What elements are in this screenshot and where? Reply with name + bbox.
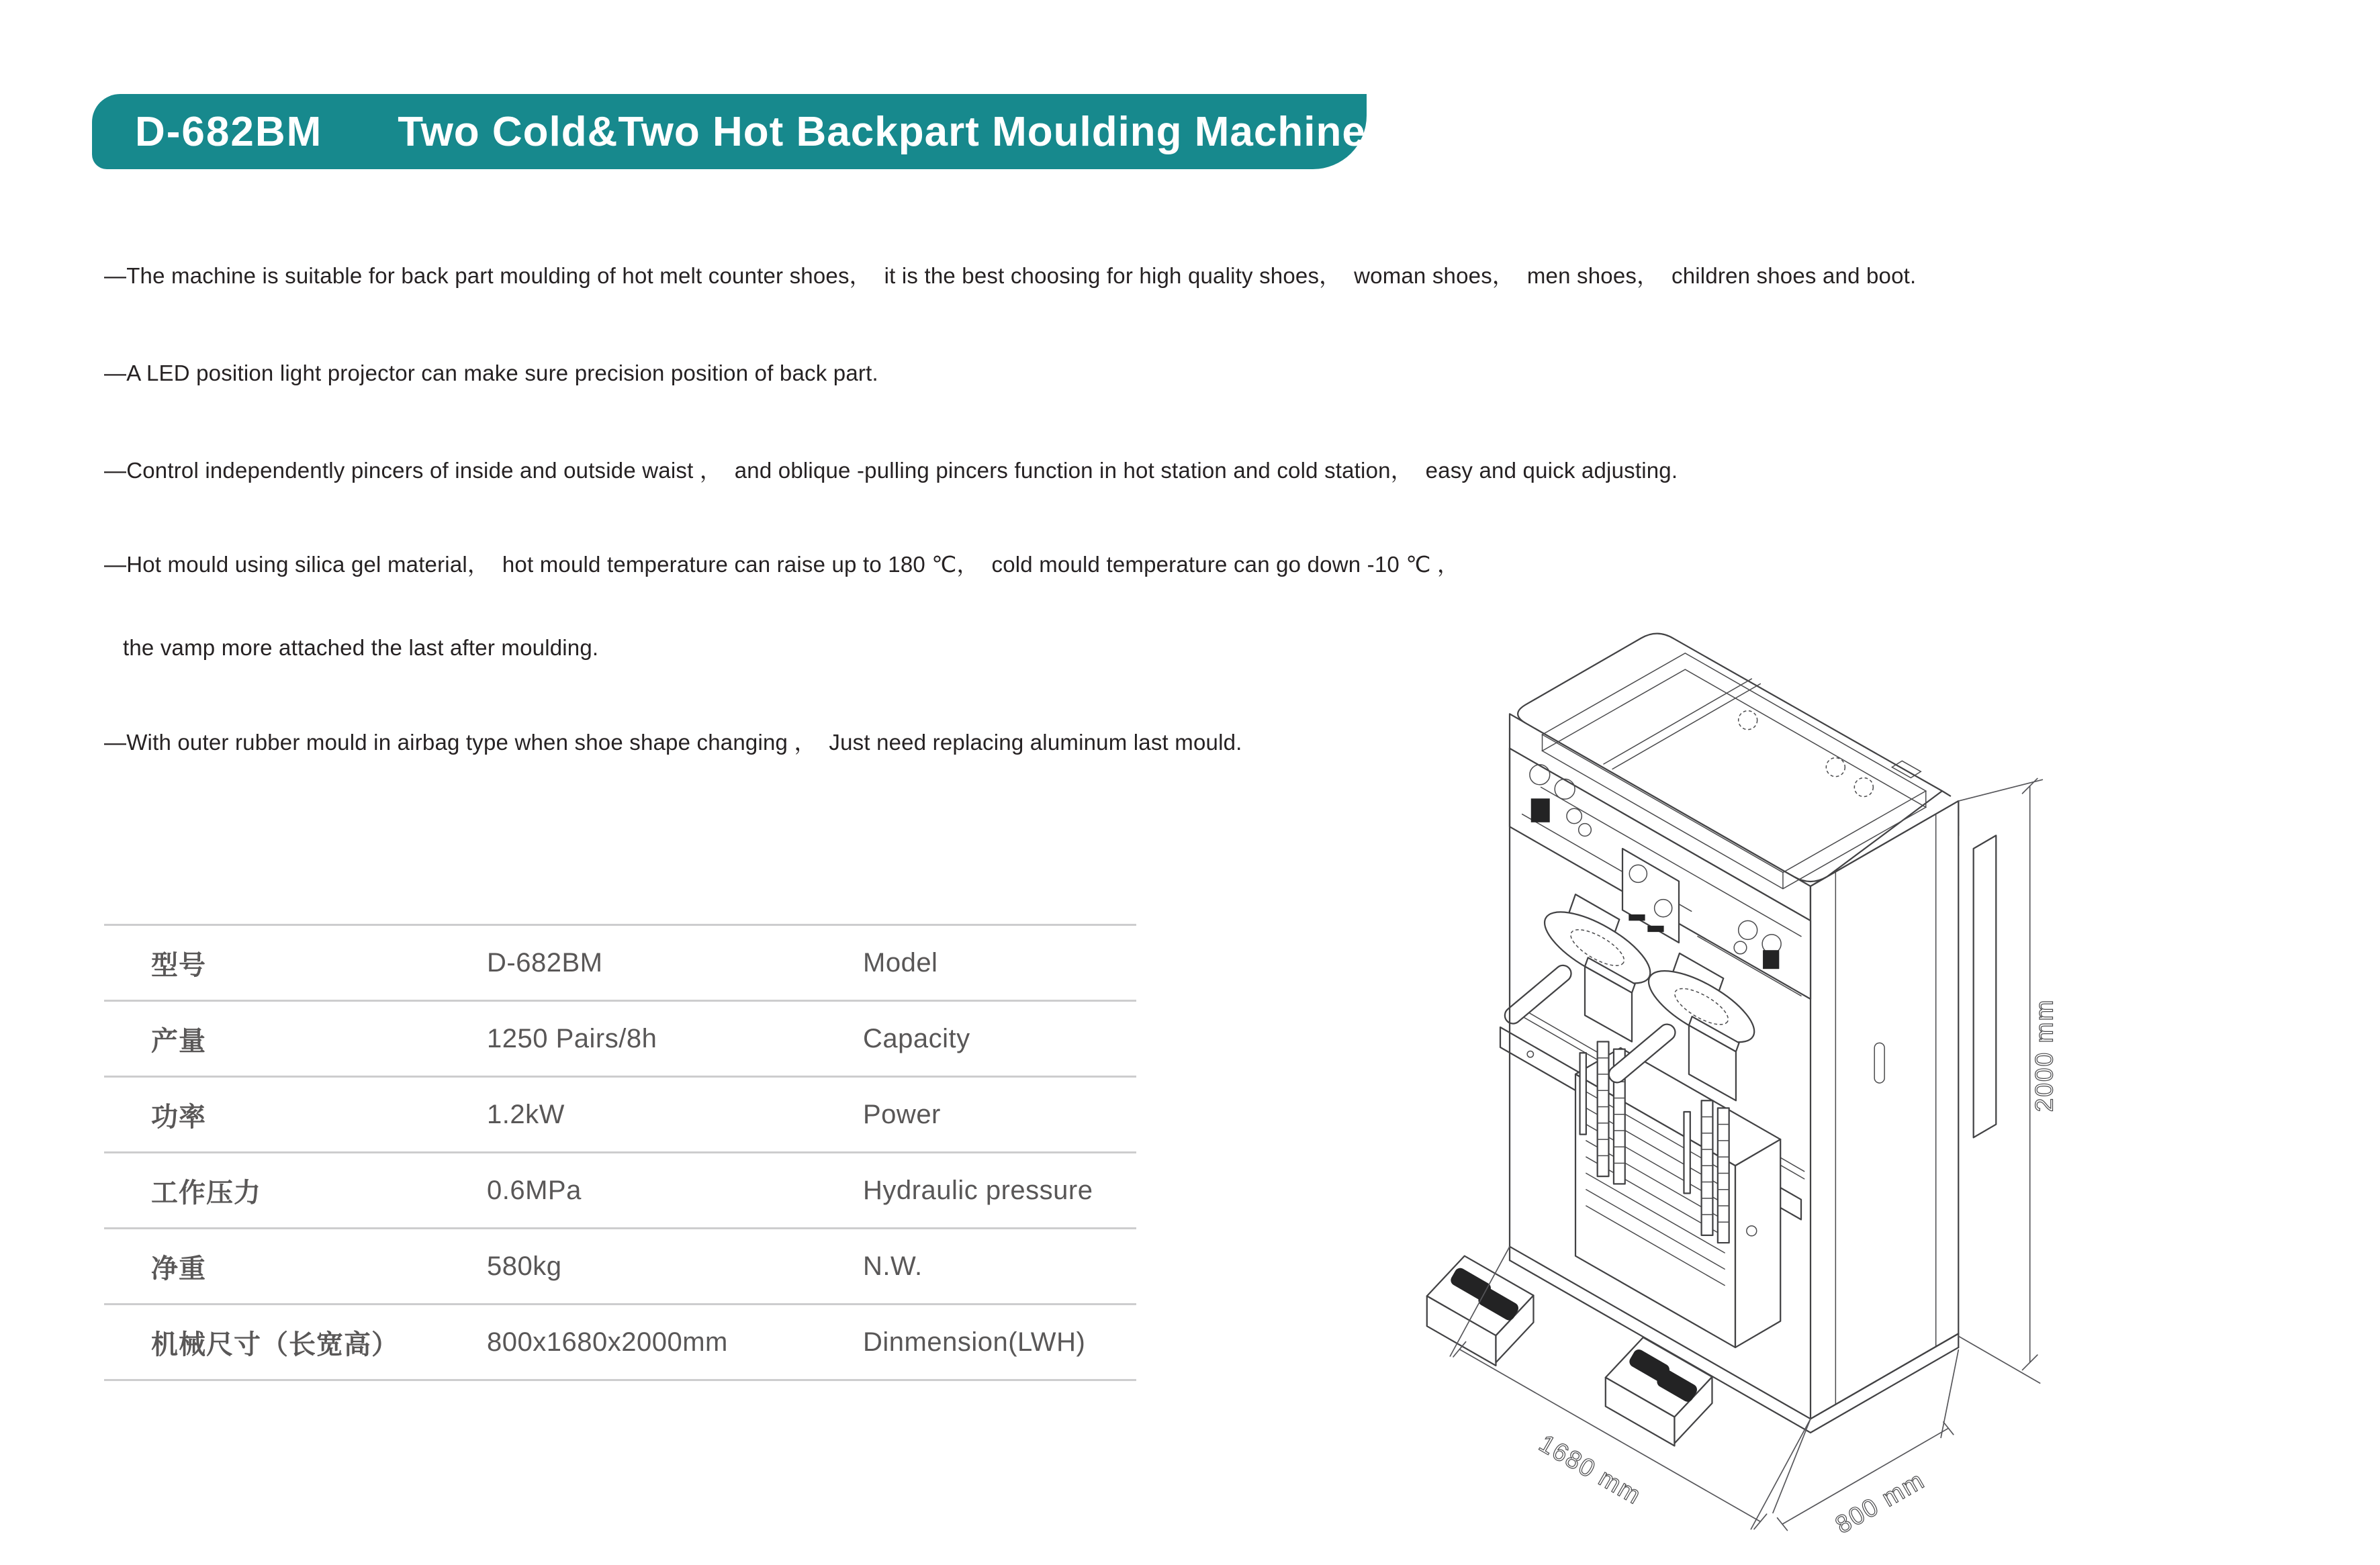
feature-item: —Hot mould using silica gel material， hot mould temperature can raise up to 180 ℃， cold mould temperature can go down -10 ℃ ， [104, 552, 1460, 577]
feature-item: —With outer rubber mould in airbag type when shoe shape changing ， Just need replacing aluminum last mould. [104, 730, 1242, 755]
spec-label-cn: 产量 [151, 1026, 206, 1056]
dim-height-label: 2000 mm [2029, 998, 2058, 1112]
table-row [104, 1303, 1136, 1379]
spec-label-en: Model [863, 947, 938, 978]
spec-label-en: Hydraulic pressure [863, 1175, 1093, 1205]
side-cabinet [1811, 801, 1996, 1419]
dim-depth-label: 800 mm [1830, 1465, 1929, 1539]
table-row [104, 1227, 1136, 1303]
page-title: Two Cold&Two Hot Backpart Moulding Machine [398, 108, 1366, 155]
foot-pedal [1427, 1256, 1534, 1366]
spec-label-en: Capacity [863, 1023, 970, 1053]
table-row [104, 1151, 1136, 1227]
spec-value: 1250 Pairs/8h [487, 1023, 657, 1053]
spec-label-cn: 机械尺寸（长宽高） [151, 1329, 399, 1360]
spec-value: 800x1680x2000mm [487, 1327, 728, 1357]
machine-technical-drawing [1397, 604, 2224, 1544]
spec-label-en: N.W. [863, 1251, 923, 1281]
spec-label-cn: 净重 [151, 1253, 206, 1284]
feature-item: —Control independently pincers of inside and outside waist ， and oblique -pulling pincers function in hot station and cold station， easy and quick adjusting. [104, 458, 1678, 483]
spec-label-cn: 型号 [151, 950, 206, 980]
spec-table [104, 924, 1136, 1381]
table-row [104, 1076, 1136, 1151]
title-banner [92, 94, 1367, 169]
dim-width-label: 1680 mm [1534, 1428, 1647, 1510]
spec-label-en: Power [863, 1099, 941, 1129]
table-row [104, 924, 1136, 1000]
table-row [104, 1000, 1136, 1076]
spec-value: 580kg [487, 1251, 562, 1281]
feature-item-continuation: the vamp more attached the last after moulding. [123, 635, 599, 660]
feature-item: —A LED position light projector can make sure precision position of back part. [104, 361, 878, 385]
spec-label-en: Dinmension(LWH) [863, 1327, 1086, 1357]
spec-value: 1.2kW [487, 1099, 565, 1129]
spec-label-cn: 功率 [151, 1102, 206, 1132]
machine-drawing-svg [1397, 604, 2224, 1544]
spec-value: 0.6MPa [487, 1175, 582, 1205]
spec-value: D-682BM [487, 947, 603, 978]
spec-label-cn: 工作压力 [151, 1178, 261, 1208]
model-number: D-682BM [135, 108, 323, 155]
feature-item: —The machine is suitable for back part moulding of hot melt counter shoes， it is the best choosing for high quality shoes， woman shoes， men shoes， children shoes and boot. [104, 263, 1917, 288]
